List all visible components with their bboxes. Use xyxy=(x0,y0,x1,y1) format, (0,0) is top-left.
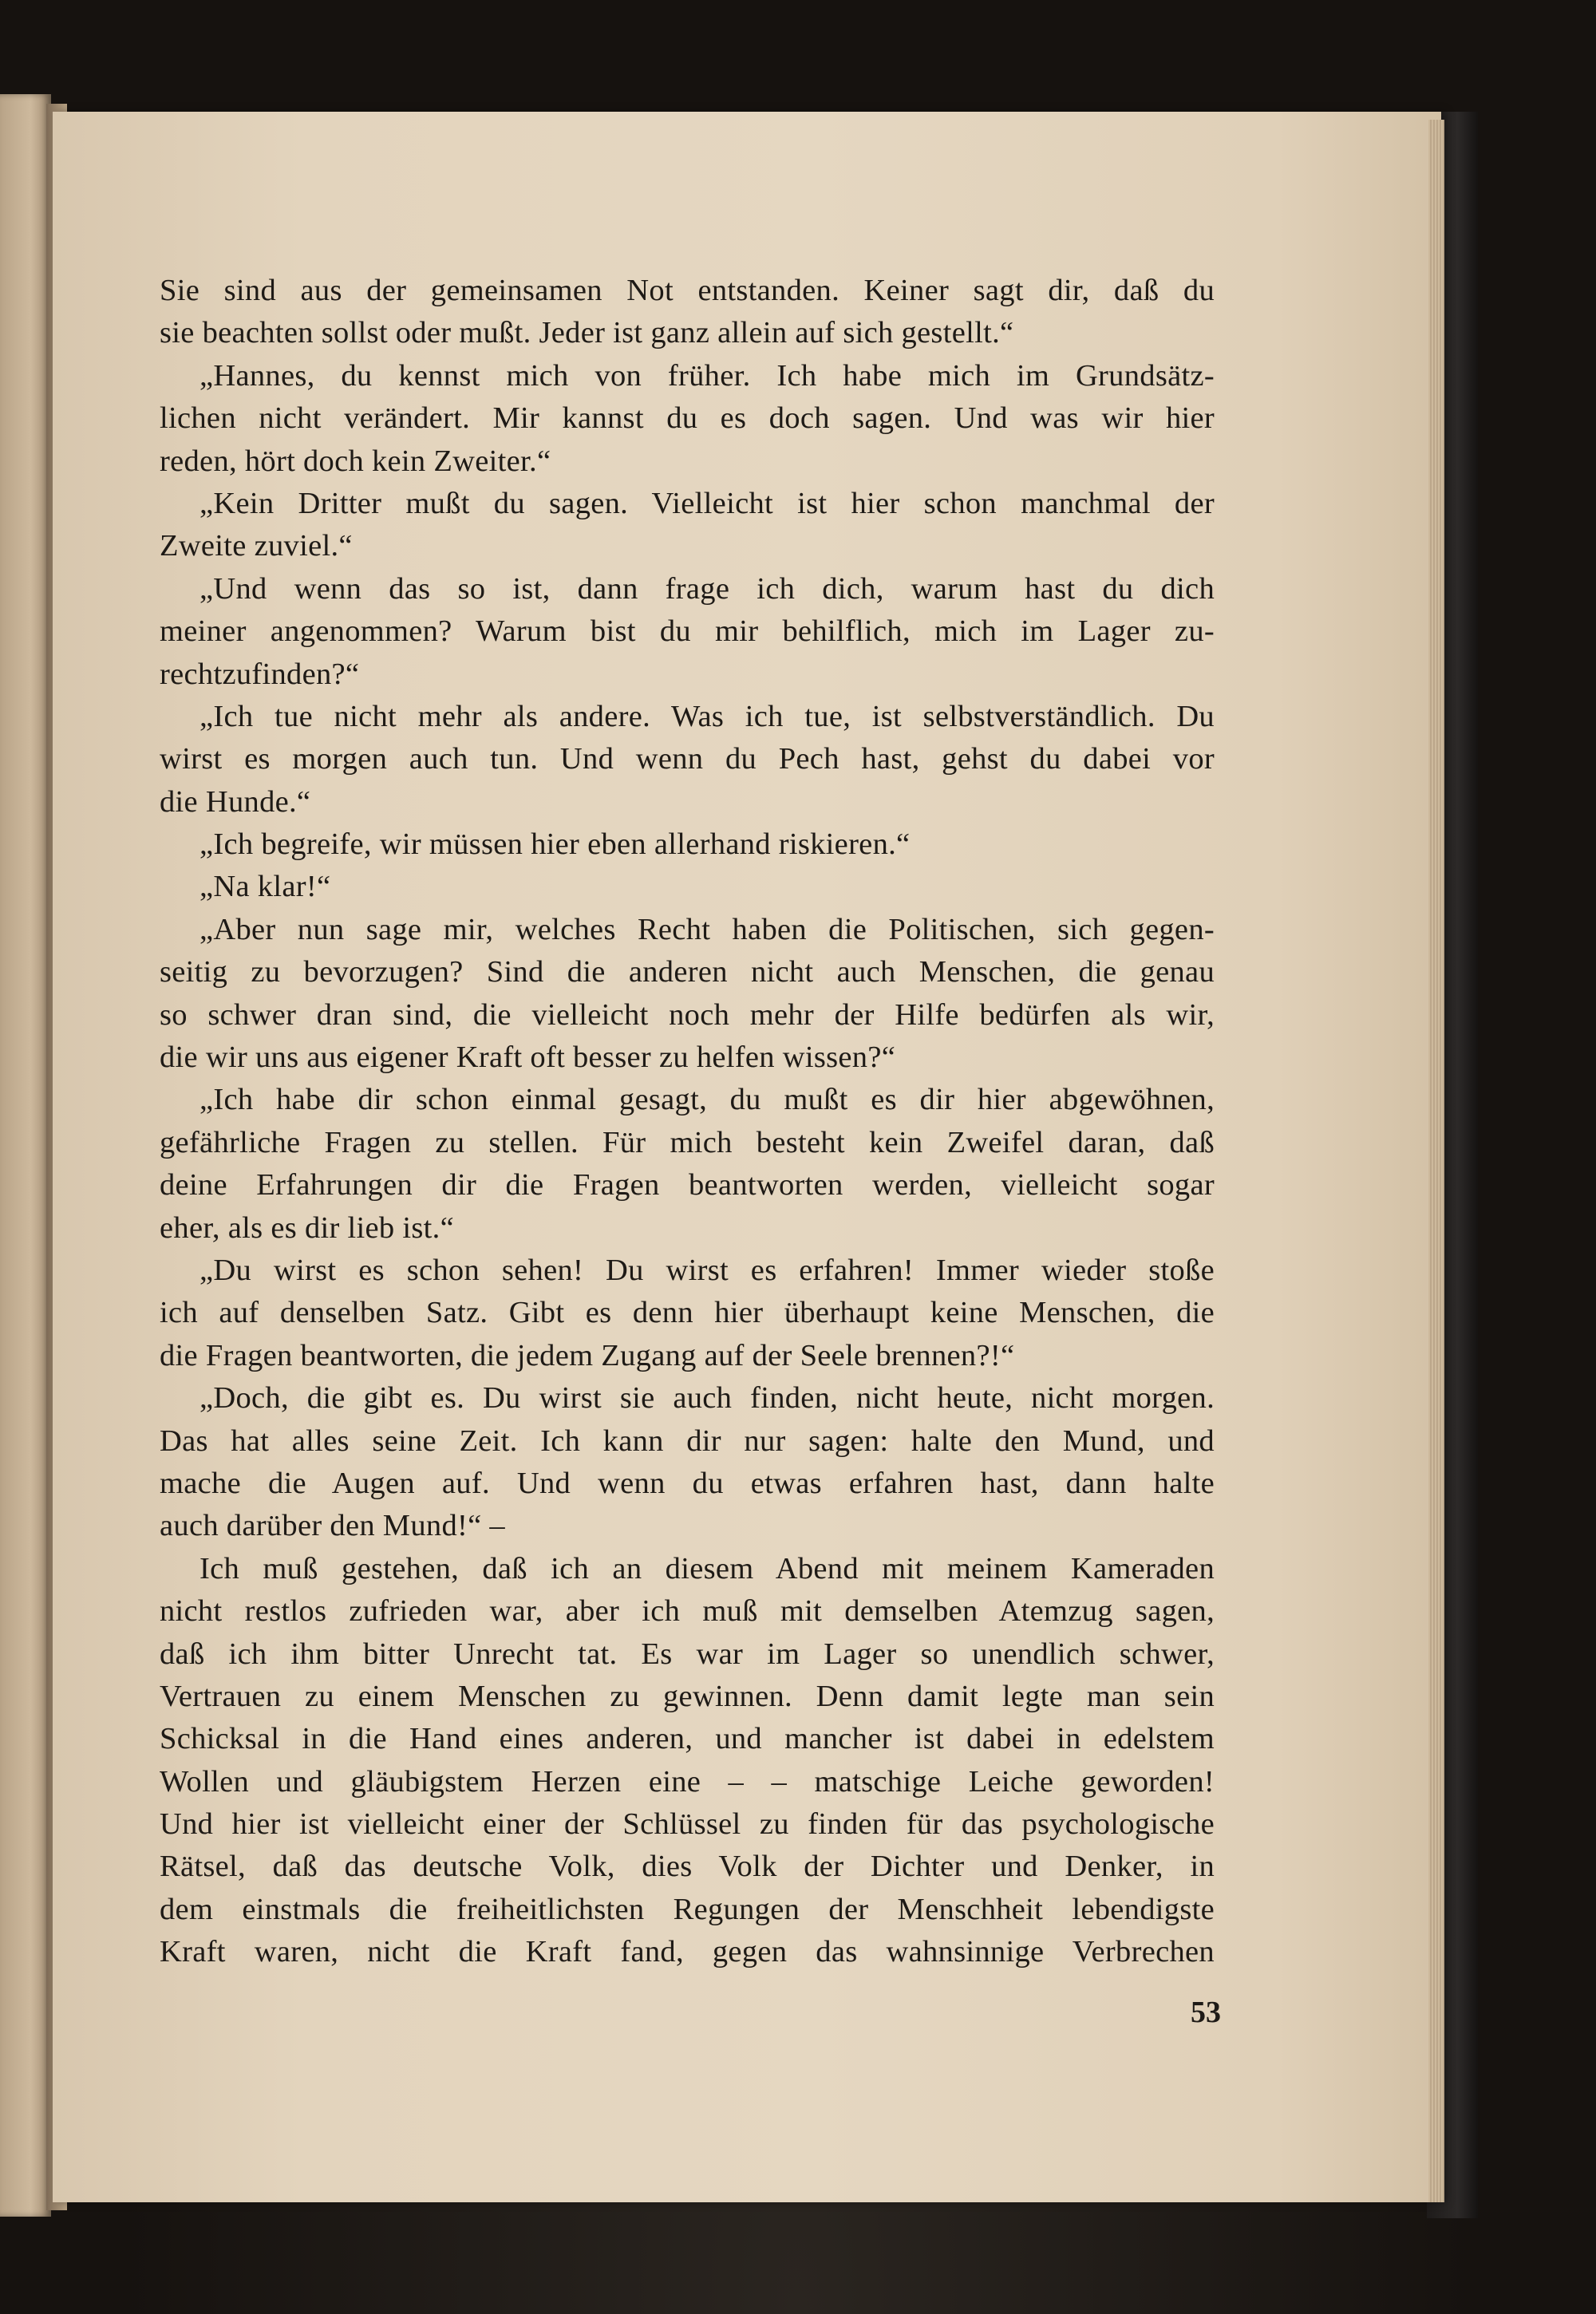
text-line: Schicksal in die Hand eines anderen, und mancher ist dabei in edelstem xyxy=(160,1722,1215,1756)
text-line: dem einstmals die freiheitlichsten Regungen der Menschheit lebendigste xyxy=(160,1892,1215,1926)
text-line: rechtzufinden?“ xyxy=(160,657,360,691)
text-line: seitig zu bevorzugen? Sind die anderen nicht auch Menschen, die genau xyxy=(160,955,1215,989)
text-line: Sie sind aus der gemeinsamen Not entstanden. Keiner sagt dir, daß du xyxy=(160,274,1215,307)
text-line: meiner angenommen? Warum bist du mir behilflich, mich im Lager zu- xyxy=(160,614,1215,649)
text-line: so schwer dran sind, die vielleicht noch mehr der Hilfe bedürfen als wir, xyxy=(160,997,1215,1032)
text-line: die Fragen beantworten, die jedem Zugang auf der Seele brennen?!“ xyxy=(160,1338,1015,1372)
text-line: eher, als es dir lieb ist.“ xyxy=(160,1210,454,1245)
text-line: „Aber nun sage mir, welches Recht haben die Politischen, sich gegen- xyxy=(200,912,1215,946)
text-line: daß ich ihm bitter Unrecht tat. Es war im Lager so unendlich schwer, xyxy=(160,1637,1215,1671)
text-line: Vertrauen zu einem Menschen zu gewinnen. Denn damit legte man sein xyxy=(160,1679,1215,1713)
left-page-edge xyxy=(0,94,51,2217)
text-line: „Kein Dritter mußt du sagen. Vielleicht ist hier schon manchmal der xyxy=(200,486,1215,520)
page-stack-edge xyxy=(1428,120,1444,2202)
text-line: mache die Augen auf. Und wenn du etwas erfahren hast, dann halte xyxy=(160,1466,1215,1500)
text-line: „Du wirst es schon sehen! Du wirst es erfahren! Immer wieder stoße xyxy=(200,1253,1215,1287)
text-line: deine Erfahrungen dir die Fragen beantworten werden, vielleicht sogar xyxy=(160,1168,1215,1202)
text-line: „Na klar!“ xyxy=(200,870,331,904)
text-line: Rätsel, daß das deutsche Volk, dies Volk der Dichter und Denker, in xyxy=(160,1850,1215,1884)
body-text xyxy=(160,270,1215,1974)
text-line: die wir uns aus eigener Kraft oft besser zu helfen wissen?“ xyxy=(160,1041,896,1075)
page-number: 53 xyxy=(1191,1996,1221,2029)
text-line: Das hat alles seine Zeit. Ich kann dir nur sagen: halte den Mund, und xyxy=(160,1424,1215,1458)
text-line: „Hannes, du kennst mich von früher. Ich habe mich im Grundsätz- xyxy=(200,358,1215,393)
text-line: „Ich begreife, wir müssen hier eben allerhand riskieren.“ xyxy=(200,827,911,862)
text-line: lichen nicht verändert. Mir kannst du es doch sagen. Und was wir hier xyxy=(160,401,1215,436)
text-line: Zweite zuviel.“ xyxy=(160,529,353,563)
text-line: Wollen und gläubigstem Herzen eine – – matschige Leiche geworden! xyxy=(160,1764,1215,1799)
text-line: „Und wenn das so ist, dann frage ich dich, warum hast du dich xyxy=(200,571,1215,606)
text-line: „Doch, die gibt es. Du wirst sie auch finden, nicht heute, nicht morgen. xyxy=(200,1381,1215,1416)
text-line: wirst es morgen auch tun. Und wenn du Pech hast, gehst du dabei vor xyxy=(160,742,1215,776)
text-line: nicht restlos zufrieden war, aber ich muß mit demselben Atemzug sagen, xyxy=(160,1594,1215,1629)
text-line: die Hunde.“ xyxy=(160,784,311,819)
text-line: Ich muß gestehen, daß ich an diesem Abend mit meinem Kameraden xyxy=(200,1551,1215,1585)
text-line: auch darüber den Mund!“ – xyxy=(160,1509,505,1543)
text-line: gefährliche Fragen zu stellen. Für mich besteht kein Zweifel daran, daß xyxy=(160,1125,1215,1159)
text-line: ich auf denselben Satz. Gibt es denn hier überhaupt keine Menschen, die xyxy=(160,1296,1215,1330)
text-line: reden, hört doch kein Zweiter.“ xyxy=(160,444,551,478)
text-line: Und hier ist vielleicht einer der Schlüssel zu finden für das psychologische xyxy=(160,1807,1215,1842)
text-line: „Ich habe dir schon einmal gesagt, du mußt es dir hier abgewöhnen, xyxy=(200,1083,1215,1117)
text-line: „Ich tue nicht mehr als andere. Was ich tue, ist selbstverständlich. Du xyxy=(200,699,1215,733)
text-line: Kraft waren, nicht die Kraft fand, gegen das wahnsinnige Verbrechen xyxy=(160,1935,1215,1969)
text-line: sie beachten sollst oder mußt. Jeder ist ganz allein auf sich gestellt.“ xyxy=(160,316,1014,350)
